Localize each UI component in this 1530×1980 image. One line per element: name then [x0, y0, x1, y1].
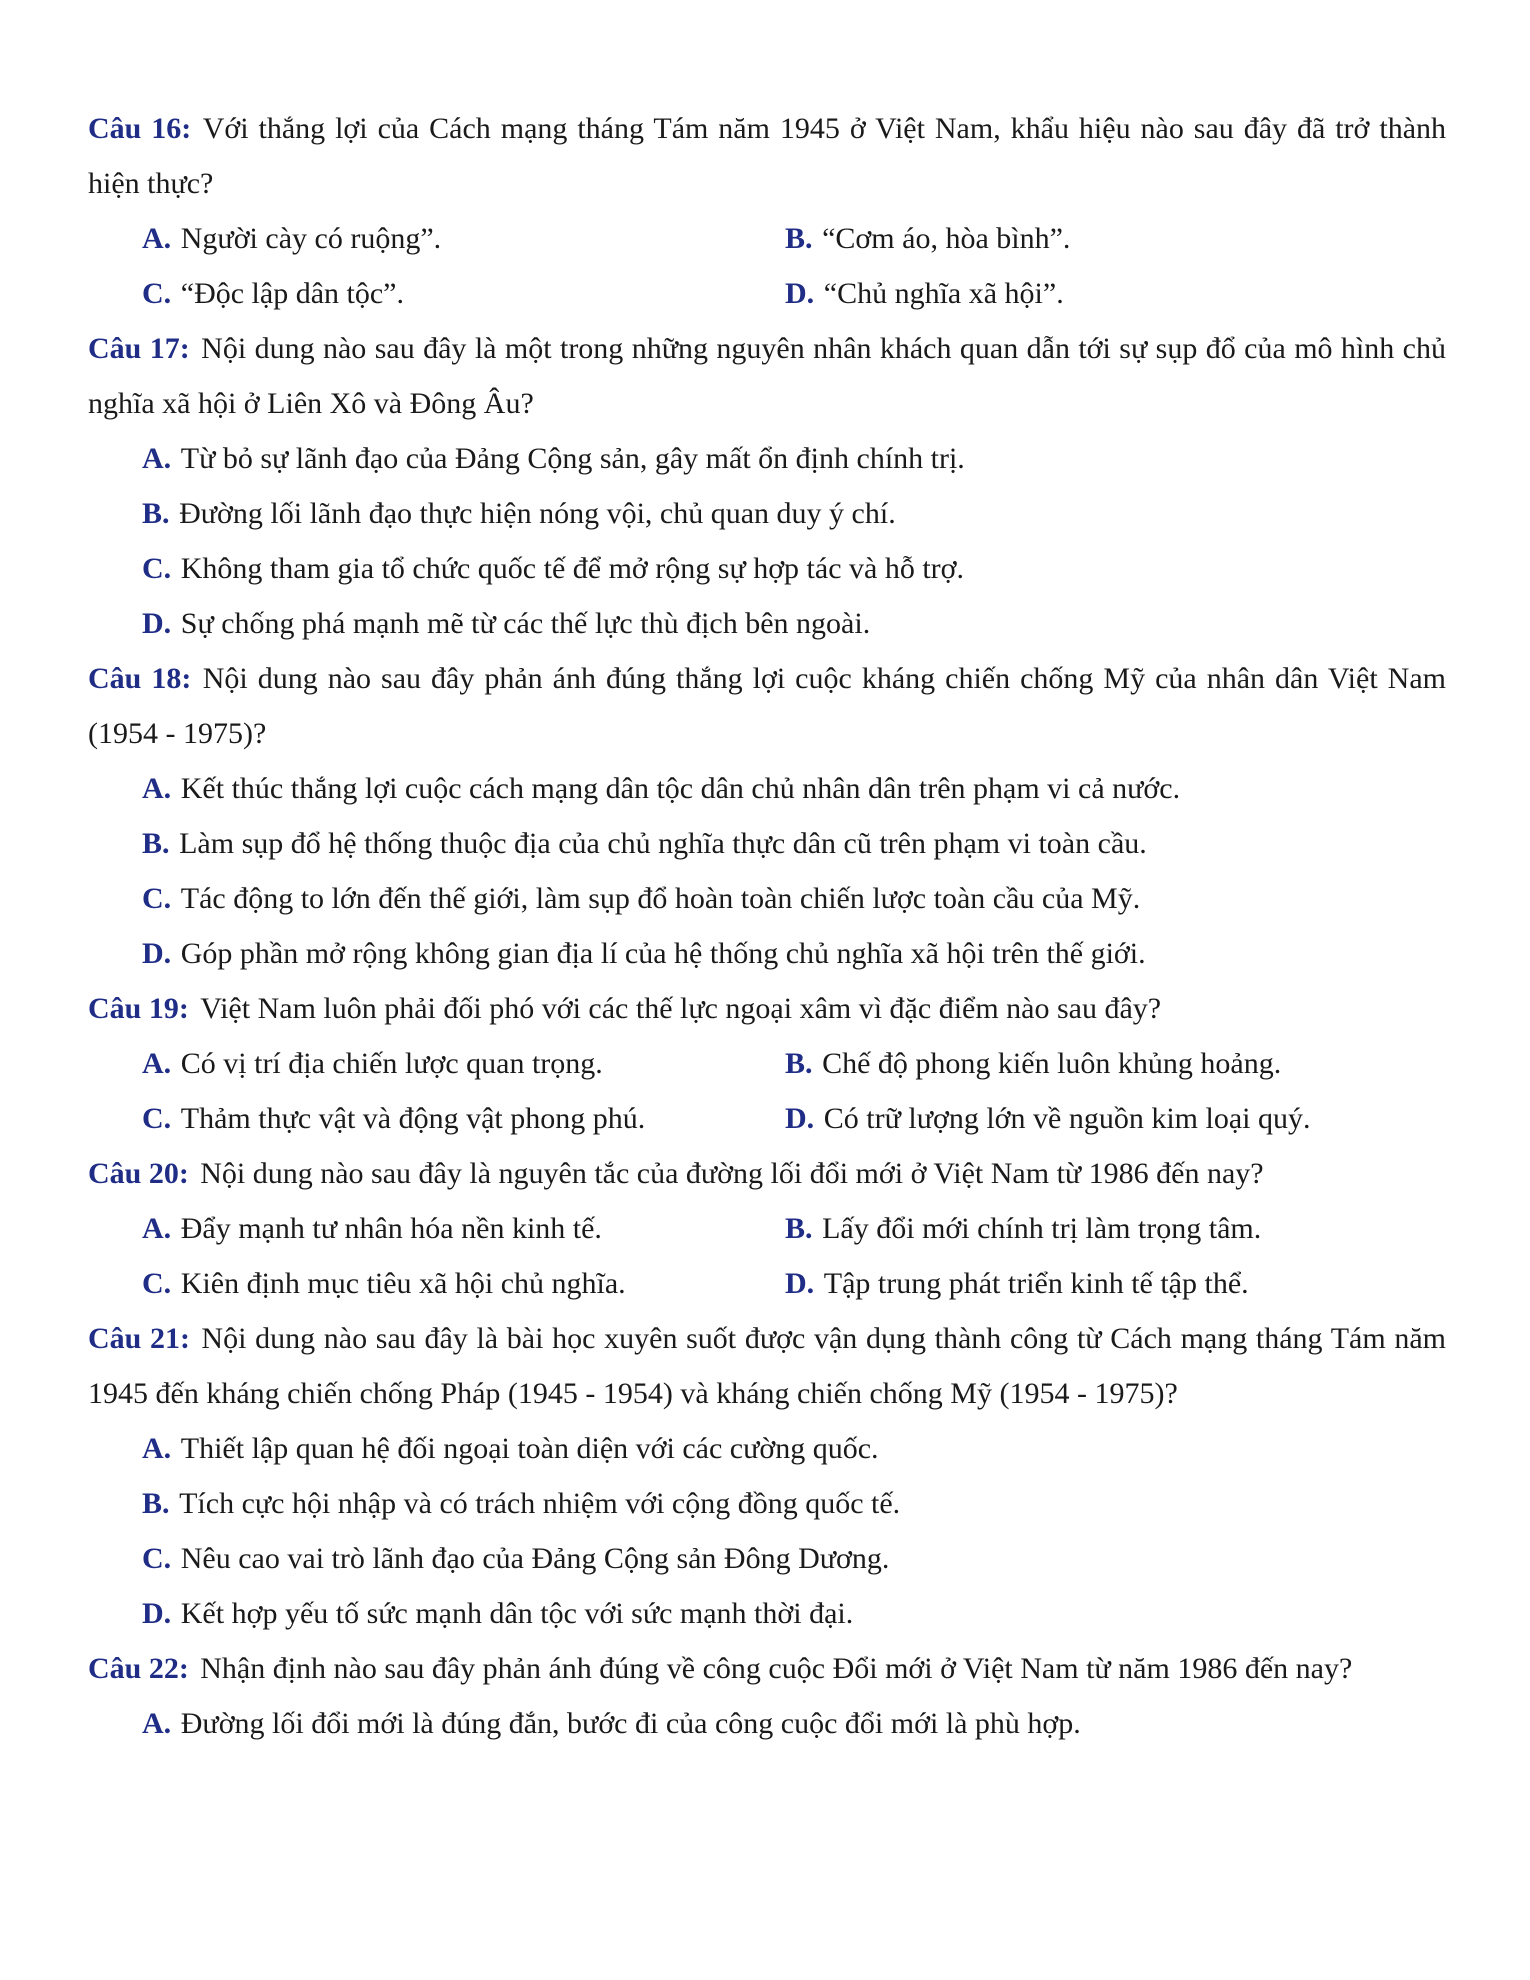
option-letter: C. — [142, 882, 172, 915]
answer-option — [142, 1421, 1446, 1476]
question-body: Nội dung nào sau đây phản ánh đúng thắng lợi cuộc kháng chiến chống Mỹ của nhân dân Việt Nam (1954 - 1975)? — [88, 662, 1446, 750]
option-letter: B. — [785, 1047, 813, 1080]
question-block — [88, 981, 1446, 1146]
answer-option — [142, 1586, 1446, 1641]
option-text: Thiết lập quan hệ đối ngoại toàn diện với các cường quốc. — [180, 1432, 879, 1465]
option-letter: C. — [142, 1267, 172, 1300]
question-block — [88, 321, 1446, 651]
question-body: Nội dung nào sau đây là bài học xuyên suốt được vận dụng thành công từ Cách mạng tháng Tám năm 1945 đến kháng chiến chống Pháp (1945 - 1954) và kháng chiến chống Mỹ (1954 - 1975)? — [88, 1322, 1447, 1410]
option-letter: B. — [142, 827, 170, 860]
option-letter: B. — [142, 1487, 170, 1520]
answer-option — [142, 926, 1446, 981]
answer-option — [785, 266, 1446, 321]
option-text: “Chủ nghĩa xã hội”. — [823, 277, 1064, 310]
question-body: Việt Nam luôn phải đối phó với các thế lực ngoại xâm vì đặc điểm nào sau đây? — [200, 992, 1162, 1025]
question-body: Với thắng lợi của Cách mạng tháng Tám năm 1945 ở Việt Nam, khẩu hiệu nào sau đây đã trở thành hiện thực? — [88, 112, 1447, 200]
question-block — [88, 1641, 1446, 1751]
answer-option — [142, 266, 785, 321]
answer-option — [785, 1201, 1446, 1256]
option-text: Đường lối lãnh đạo thực hiện nóng vội, chủ quan duy ý chí. — [179, 497, 896, 530]
option-letter: A. — [142, 1707, 172, 1740]
answer-option — [142, 1696, 1446, 1751]
question-body: Nhận định nào sau đây phản ánh đúng về công cuộc Đổi mới ở Việt Nam từ năm 1986 đến nay? — [200, 1652, 1353, 1685]
option-text: Kết thúc thắng lợi cuộc cách mạng dân tộc dân chủ nhân dân trên phạm vi cả nước. — [180, 772, 1181, 805]
option-text: Kết hợp yếu tố sức mạnh dân tộc với sức mạnh thời đại. — [180, 1597, 854, 1630]
option-text: Tác động to lớn đến thế giới, làm sụp đổ hoàn toàn chiến lược toàn cầu của Mỹ. — [180, 882, 1141, 915]
question-number-label: Câu 19: — [88, 992, 189, 1025]
option-letter: D. — [785, 1102, 815, 1135]
option-text: Đường lối đổi mới là đúng đắn, bước đi của công cuộc đổi mới là phù hợp. — [180, 1707, 1081, 1740]
option-letter: D. — [785, 1267, 815, 1300]
option-letter: A. — [142, 1432, 172, 1465]
option-letter: A. — [142, 772, 172, 805]
answer-option — [142, 541, 1446, 596]
question-block — [88, 101, 1446, 321]
option-letter: A. — [142, 1212, 172, 1245]
answer-option — [142, 211, 785, 266]
answer-option — [142, 1476, 1446, 1531]
option-letter: D. — [785, 277, 815, 310]
question-number-label: Câu 16: — [88, 112, 192, 145]
option-text: Làm sụp đổ hệ thống thuộc địa của chủ nghĩa thực dân cũ trên phạm vi toàn cầu. — [179, 827, 1147, 860]
question-number-label: Câu 21: — [88, 1322, 191, 1355]
option-letter: D. — [142, 937, 172, 970]
answer-option — [785, 211, 1446, 266]
answer-option — [142, 871, 1446, 926]
answer-options — [142, 1036, 1446, 1146]
answer-option — [785, 1256, 1446, 1311]
question-body: Nội dung nào sau đây là một trong những nguyên nhân khách quan dẫn tới sự sụp đổ của mô hình chủ nghĩa xã hội ở Liên Xô và Đông Âu? — [88, 332, 1447, 420]
answer-option — [142, 1531, 1446, 1586]
question-number-label: Câu 20: — [88, 1157, 189, 1190]
option-text: “Cơm áo, hòa bình”. — [822, 222, 1071, 255]
option-letter: B. — [785, 1212, 813, 1245]
answer-options — [88, 1696, 1446, 1751]
answer-option — [142, 761, 1446, 816]
option-text: Đẩy mạnh tư nhân hóa nền kinh tế. — [180, 1212, 602, 1245]
option-text: Kiên định mục tiêu xã hội chủ nghĩa. — [180, 1267, 626, 1300]
question-text — [88, 1146, 1446, 1201]
option-letter: C. — [142, 1542, 172, 1575]
option-text: Sự chống phá mạnh mẽ từ các thế lực thù địch bên ngoài. — [180, 607, 871, 640]
question-body: Nội dung nào sau đây là nguyên tắc của đường lối đổi mới ở Việt Nam từ 1986 đến nay? — [200, 1157, 1264, 1190]
answer-options — [88, 431, 1446, 651]
answer-options — [88, 1421, 1446, 1641]
answer-option — [142, 1256, 785, 1311]
answer-option — [142, 1201, 785, 1256]
question-list — [88, 101, 1446, 1751]
question-block — [88, 1311, 1446, 1641]
option-letter: C. — [142, 1102, 172, 1135]
option-text: Chế độ phong kiến luôn khủng hoảng. — [822, 1047, 1282, 1080]
option-text: Lấy đổi mới chính trị làm trọng tâm. — [822, 1212, 1262, 1245]
answer-option — [785, 1091, 1446, 1146]
option-text: Có vị trí địa chiến lược quan trọng. — [180, 1047, 603, 1080]
option-text: Có trữ lượng lớn về nguồn kim loại quý. — [823, 1102, 1311, 1135]
answer-option — [142, 1091, 785, 1146]
answer-option — [142, 816, 1446, 871]
option-text: Nêu cao vai trò lãnh đạo của Đảng Cộng sản Đông Dương. — [180, 1542, 890, 1575]
answer-option — [142, 1036, 785, 1091]
option-letter: C. — [142, 277, 172, 310]
question-text — [88, 321, 1446, 431]
option-text: Người cày có ruộng”. — [180, 222, 442, 255]
option-letter: A. — [142, 222, 172, 255]
option-text: Thảm thực vật và động vật phong phú. — [180, 1102, 646, 1135]
answer-options — [142, 211, 1446, 321]
option-letter: B. — [785, 222, 813, 255]
answer-option — [142, 596, 1446, 651]
option-letter: B. — [142, 497, 170, 530]
option-letter: D. — [142, 607, 172, 640]
question-number-label: Câu 17: — [88, 332, 190, 365]
answer-option — [142, 431, 1446, 486]
question-text — [88, 1311, 1446, 1421]
option-text: Từ bỏ sự lãnh đạo của Đảng Cộng sản, gây mất ổn định chính trị. — [180, 442, 965, 475]
option-text: Tích cực hội nhập và có trách nhiệm với cộng đồng quốc tế. — [179, 1487, 901, 1520]
option-letter: D. — [142, 1597, 172, 1630]
question-block — [88, 651, 1446, 981]
option-text: “Độc lập dân tộc”. — [180, 277, 404, 310]
answer-option — [142, 486, 1446, 541]
option-letter: A. — [142, 442, 172, 475]
option-letter: C. — [142, 552, 172, 585]
answer-options — [142, 1201, 1446, 1311]
option-text: Không tham gia tổ chức quốc tế để mở rộng sự hợp tác và hỗ trợ. — [180, 552, 965, 585]
question-number-label: Câu 22: — [88, 1652, 189, 1685]
question-text — [88, 981, 1446, 1036]
question-text — [88, 101, 1446, 211]
answer-options — [88, 761, 1446, 981]
question-text — [88, 651, 1446, 761]
question-text — [88, 1641, 1446, 1696]
option-text: Tập trung phát triển kinh tế tập thể. — [823, 1267, 1249, 1300]
answer-option — [785, 1036, 1446, 1091]
question-number-label: Câu 18: — [88, 662, 192, 695]
question-block — [88, 1146, 1446, 1311]
option-letter: A. — [142, 1047, 172, 1080]
option-text: Góp phần mở rộng không gian địa lí của hệ thống chủ nghĩa xã hội trên thế giới. — [180, 937, 1146, 970]
